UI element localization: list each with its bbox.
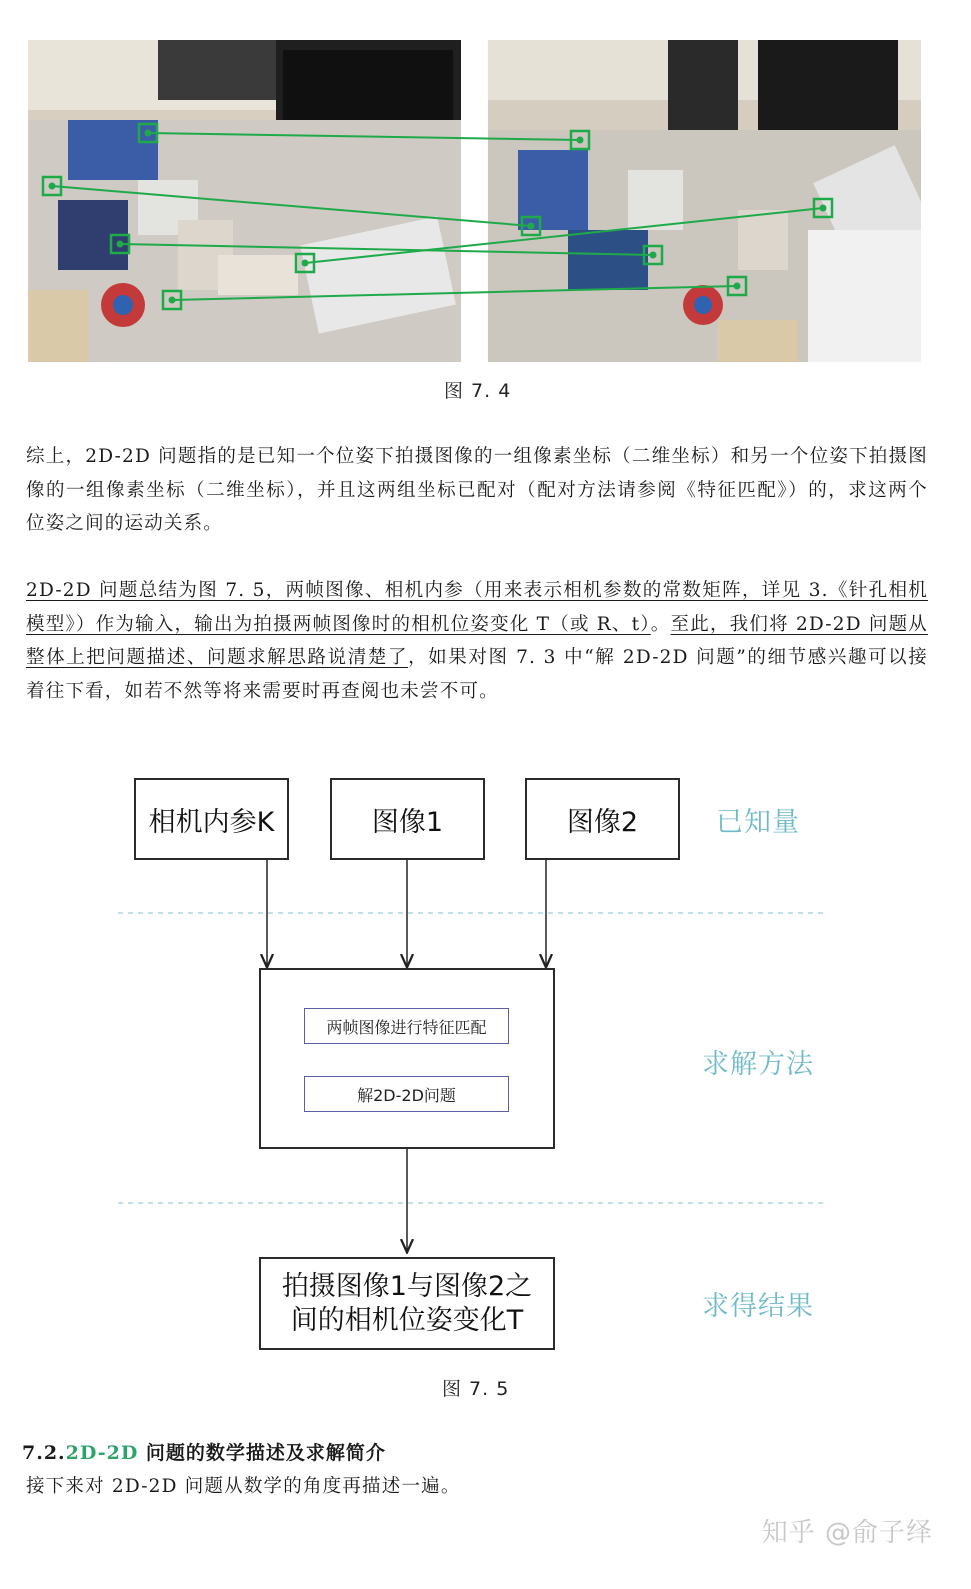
summary-paragraph: 综上，2D-2D 问题指的是已知一个位姿下拍摄图像的一组像素坐标（二维坐标）和另一个位姿下拍摄图像的一组像素坐标（二维坐标），并且这两组坐标已配对（配对方法请参阅《特征匹配》）的，求这两个位姿之间的运动关系。 bbox=[26, 446, 928, 534]
underlined-summary: 2D-2D 问题总结为图 7. 5，两帧图像、相机内参（用来表示相机参数的常数矩阵，详见 3.《针孔相机模型》）作为输入，输出为拍摄两帧图像时的相机位姿变化 T（或 R、t） bbox=[26, 580, 928, 635]
input-image2-box: 图像2 bbox=[525, 778, 680, 860]
feature-matching-step: 两帧图像进行特征匹配 bbox=[304, 1008, 509, 1044]
right-desk-photo bbox=[488, 40, 921, 362]
figure-7-5-caption: 图 7. 5 bbox=[442, 1378, 510, 1400]
obtained-result-label: 求得结果 bbox=[702, 1291, 814, 1322]
result-box bbox=[259, 1257, 555, 1350]
input-output-paragraph bbox=[26, 574, 928, 708]
solution-method-label: 求解方法 bbox=[702, 1049, 814, 1080]
result-line-1: 拍摄图像1与图像2之 bbox=[281, 1270, 533, 1302]
section-number-accent: 2D-2D bbox=[65, 1442, 139, 1464]
known-quantities-label: 已知量 bbox=[716, 807, 800, 838]
sentence-separator: 。 bbox=[650, 613, 671, 635]
result-line-2: 间的相机位姿变化T bbox=[290, 1304, 524, 1336]
section-number: 7.2. bbox=[22, 1442, 66, 1464]
method-container-box bbox=[259, 968, 555, 1149]
figure-7-4-caption: 图 7. 4 bbox=[444, 380, 512, 402]
solve-2d2d-step: 解2D-2D问题 bbox=[304, 1076, 509, 1112]
input-camera-intrinsics-box: 相机内参K bbox=[134, 778, 289, 860]
input-image1-box: 图像1 bbox=[330, 778, 485, 860]
paragraph-rest: ，如果对图 7. 3 中“解 2D-2D 问题”的细节感兴趣可以接着往下看，如若不然等将来需要时再查阅也未尝不可。 bbox=[26, 647, 928, 702]
zhihu-watermark: 知乎 @俞子绎 bbox=[761, 1518, 933, 1548]
section-title: 问题的数学描述及求解简介 bbox=[138, 1442, 386, 1464]
section-heading bbox=[22, 1438, 386, 1465]
left-desk-photo bbox=[28, 40, 461, 362]
underlined-conclusion: 至此，我们将 2D-2D 问题从整体上把问题描述、问题求解思路说清楚了 bbox=[26, 613, 929, 668]
section-intro-text: 接下来对 2D-2D 问题从数学的角度再描述一遍。 bbox=[26, 1476, 461, 1497]
